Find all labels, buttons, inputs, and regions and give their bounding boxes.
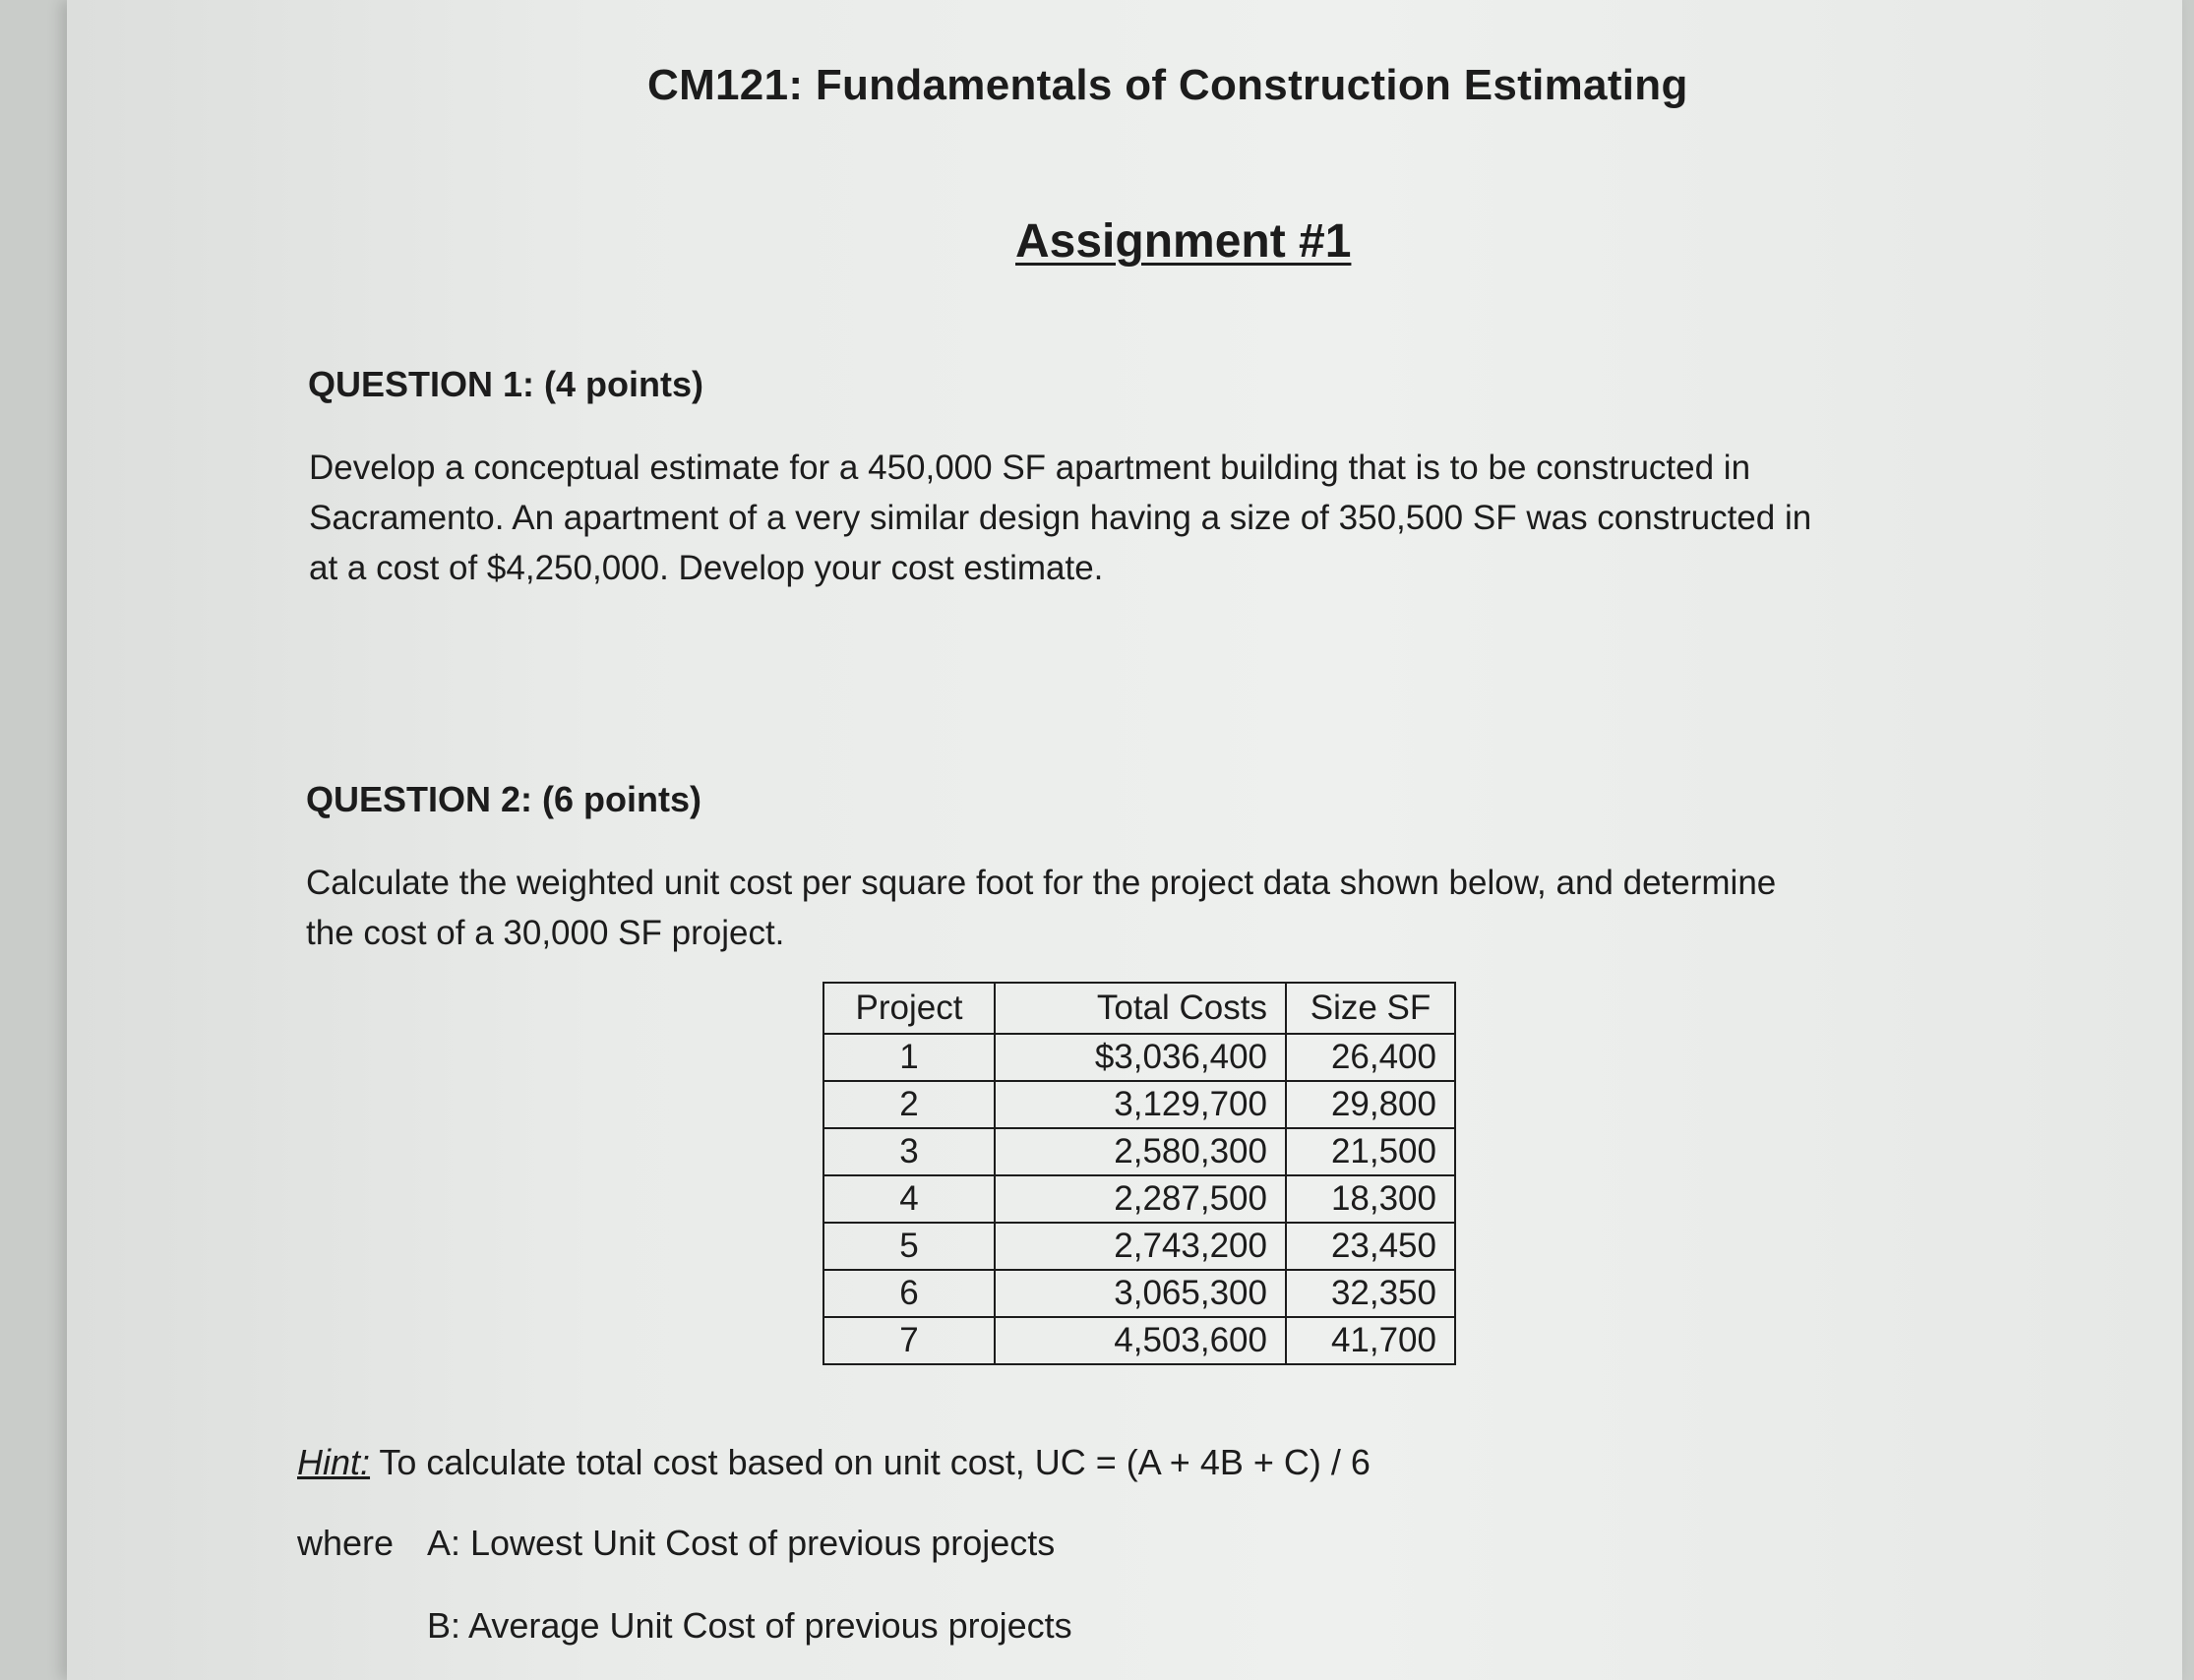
cell-size: 41,700	[1286, 1317, 1455, 1364]
question-2-body	[306, 858, 1998, 958]
table-row	[823, 1128, 1455, 1175]
cell-size: 29,800	[1286, 1081, 1455, 1128]
question-2-line: Calculate the weighted unit cost per square foot for the project data shown below, and determine	[306, 864, 1777, 902]
cell-size: 26,400	[1286, 1034, 1455, 1081]
cell-size: 23,450	[1286, 1223, 1455, 1270]
header-size-sf: Size SF	[1286, 983, 1455, 1034]
document-page	[67, 0, 2182, 1680]
header-total-costs: Total Costs	[995, 983, 1286, 1034]
question-1-heading: QUESTION 1: (4 points)	[308, 364, 704, 404]
cell-project: 1	[823, 1034, 995, 1081]
question-1-line: at a cost of $4,250,000. Develop your cost estimate.	[309, 549, 1104, 587]
cell-total-cost: 4,503,600	[995, 1317, 1286, 1364]
cell-total-cost: 3,065,300	[995, 1270, 1286, 1317]
cell-project: 6	[823, 1270, 995, 1317]
header-project: Project	[823, 983, 995, 1034]
table-header-row	[823, 983, 1455, 1034]
cell-project: 4	[823, 1175, 995, 1223]
cell-size: 32,350	[1286, 1270, 1455, 1317]
question-1-line: Sacramento. An apartment of a very similar design having a size of 350,500 SF was constructed in	[309, 499, 1812, 537]
question-2-line: the cost of a 30,000 SF project.	[306, 914, 785, 952]
table-row	[823, 1081, 1455, 1128]
assignment-title: Assignment #1	[1015, 215, 1352, 268]
where-label: where	[297, 1523, 395, 1563]
cell-size: 18,300	[1286, 1175, 1455, 1223]
hint-line	[297, 1442, 1371, 1483]
question-2-heading: QUESTION 2: (6 points)	[306, 779, 702, 819]
cell-total-cost: $3,036,400	[995, 1034, 1286, 1081]
cell-size: 21,500	[1286, 1128, 1455, 1175]
hint-label: Hint:	[297, 1442, 371, 1482]
question-1-line: Develop a conceptual estimate for a 450,000 SF apartment building that is to be constructed in	[309, 449, 1751, 487]
hint-text: To calculate total cost based on unit cost, UC = (A + 4B + C) / 6	[370, 1442, 1371, 1482]
course-title: CM121: Fundamentals of Construction Estimating	[647, 61, 1688, 109]
project-data-table	[823, 982, 1456, 1365]
cell-project: 2	[823, 1081, 995, 1128]
table-row	[823, 1175, 1455, 1223]
definition-b: B: Average Unit Cost of previous projects	[427, 1605, 1072, 1646]
table-row	[823, 1317, 1455, 1364]
cell-total-cost: 2,743,200	[995, 1223, 1286, 1270]
table-row	[823, 1270, 1455, 1317]
table-row	[823, 1034, 1455, 1081]
table-row	[823, 1223, 1455, 1270]
cell-total-cost: 2,580,300	[995, 1128, 1286, 1175]
cell-project: 7	[823, 1317, 995, 1364]
cell-project: 3	[823, 1128, 995, 1175]
cell-project: 5	[823, 1223, 995, 1270]
cell-total-cost: 2,287,500	[995, 1175, 1286, 1223]
cell-total-cost: 3,129,700	[995, 1081, 1286, 1128]
question-1-body	[309, 443, 2001, 593]
where-line	[297, 1523, 1055, 1564]
definition-a: A: Lowest Unit Cost of previous projects	[427, 1523, 1056, 1563]
